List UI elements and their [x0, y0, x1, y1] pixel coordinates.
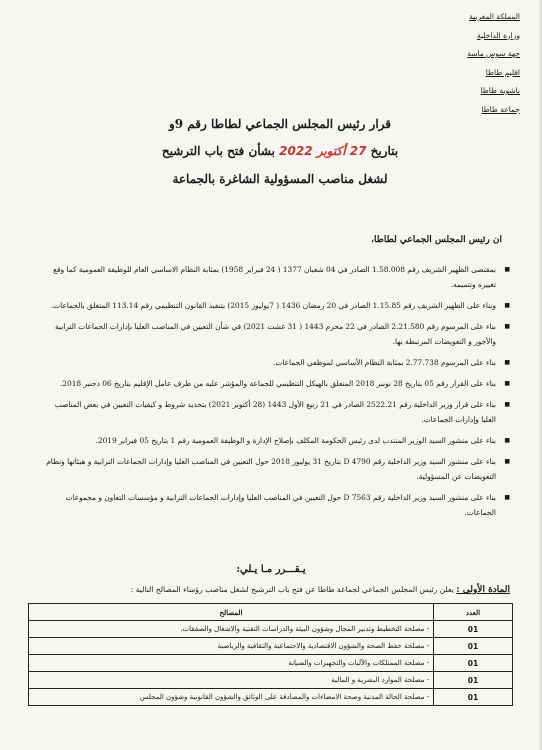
- post-count: 01: [434, 638, 513, 655]
- header-line-pashalik: باشوية طاطا: [480, 86, 520, 95]
- service-name: - مصلحة الموارد البشرية و المالية: [29, 672, 434, 689]
- handwritten-date: 27 أكتوبر 2022: [279, 144, 367, 158]
- service-name: - مصلحة الممتلكات والآليات والتجهيزات والصيانة: [29, 655, 434, 672]
- administrative-header: [400, 8, 520, 119]
- table-row: [29, 672, 513, 689]
- consideration-item: ■ بناء على المرسوم رقم 2.21.580 الصادر في 22 محرم 1443 ( 31 غشت 2021) في شأن التعيين في المناصب العليا بإدارات الجماعات الترابية والأجور و التعويضات المرتبطة بها.: [40, 319, 510, 349]
- table-header-row: [29, 604, 513, 621]
- posts-table: [28, 603, 513, 706]
- header-line-kingdom: المملكة المغربية: [469, 12, 520, 21]
- article-one-text: يعلن رئيس المجلس الجماعي لجماعة طاطا عن فتح باب الترشيح لشغل مناصب رؤساء المصالح التالية :: [130, 585, 454, 594]
- considerations-list: [40, 262, 510, 526]
- service-column-header: المصالح: [29, 604, 434, 621]
- header-line-region: جهة سوس ماسة: [467, 49, 520, 58]
- post-count: 01: [434, 621, 513, 638]
- count-column-header: العدد: [434, 604, 513, 621]
- article-one-label: المادة الأولى :: [456, 585, 510, 595]
- header-line-province: اقليم طاطا: [485, 67, 520, 77]
- scan-shadow: [538, 0, 542, 750]
- decision-title: قرار رئيس المجلس الجماعي لطاطا رقم 9و: [168, 117, 392, 131]
- consideration-item: ■ بناء على القرار رقم 05 بتاريخ 28 نونبر 2018 المتعلق بالهيكل التنظيمي للجماعة والمؤشر عليه من طرف عامل الإقليم بتاريخ 06 دجنبر 2018.: [40, 376, 510, 391]
- date-prefix: بتاريخ: [370, 144, 399, 158]
- date-suffix: بشأن فتح باب الترشيح: [161, 144, 275, 158]
- header-line-commune: جماعة طاطا: [481, 104, 520, 114]
- decision-subject: لشغل مناصب المسؤولية الشاغرة بالجماعة: [172, 172, 388, 186]
- consideration-item: ■ بمقتضى الظهير الشريف رقم 1.58.008 الصادر في 04 شعبان 1377 ( 24 فبراير 1958) بمثابة النظام الاساسي العام للوظيفة العمومية كما وقع تغييره وتتميمه.: [40, 262, 510, 292]
- service-name: - مصلحة الحالة المدنية وصحة الامضاءات والمصادقة على الوثائق والشؤون القانونية وشؤون المجلس: [29, 689, 434, 706]
- table-row: [29, 655, 513, 672]
- table-row: [29, 638, 513, 655]
- service-name: - مصلحة حفظ الصحة والشؤون الاقتصادية والاجتماعية والثقافية والرياضية: [29, 638, 434, 655]
- consideration-item: ■ وبناء على الظهير الشريف رقم 1.15.85 الصادر في 20 رمضان 1436 ( 7يوليوز 2015) بتنفيذ القانون التنظيمي رقم 113.14 المتعلق بالجماعات.: [40, 298, 510, 313]
- consideration-item: ■ بناء على المرسوم 2.77.738 بمثابة النظام الأساسي لموظفي الجماعات.: [40, 355, 510, 370]
- post-count: 01: [434, 655, 513, 672]
- post-count: 01: [434, 672, 513, 689]
- table-row: [29, 621, 513, 638]
- decision-date-line: [110, 144, 450, 158]
- post-count: 01: [434, 689, 513, 706]
- article-one: [40, 585, 510, 595]
- header-line-ministry: وزارة الداخلية: [476, 30, 520, 40]
- intro-line: ان رئيس المجلس الجماعي لطاطا،: [371, 235, 502, 245]
- decides-heading: يـقـــرر مـا يـلي:: [236, 564, 306, 575]
- table-row: [29, 689, 513, 706]
- consideration-item: ■ بناء على منشور السيد وزير الداخلية رقم D 4790 بتاريخ 31 يوليوز 2018 حول التعيين في المناصب العليا وإدارات الجماعات الترابية و هيئاتها ونظام التعويضات عن المسؤولية.: [40, 454, 510, 484]
- service-name: - مصلحة التخطيط وتدبير المجال وشؤون البيئة والدراسات التقنية والاشغال والصفقات.: [29, 621, 434, 638]
- consideration-item: ■ بناء على قرار وزير الداخلية رقم 2522.21 الصادر في 21 ربيع الأول 1443 (28 أكتوبر 2021) بتحديد شروط و كيفيات التعيين في بعض المناصب العليا وإدارات الجماعات.: [40, 397, 510, 427]
- consideration-item: ■ بناء على منشور السيد الوزير المنتدب لدى رئيس الحكومة المكلف بإصلاح الإدارة و الوظيفة العمومية رقم 1 بتاريخ 05 فبراير 2019.: [40, 433, 510, 448]
- consideration-item: ■ بناء على منشور السيد وزير الداخلية رقم D 7563 حول التعيين في المناصب العليا وإدارات الجماعات الترابية و مؤسسات التعاون و مجموعات الجماعات.: [40, 490, 510, 520]
